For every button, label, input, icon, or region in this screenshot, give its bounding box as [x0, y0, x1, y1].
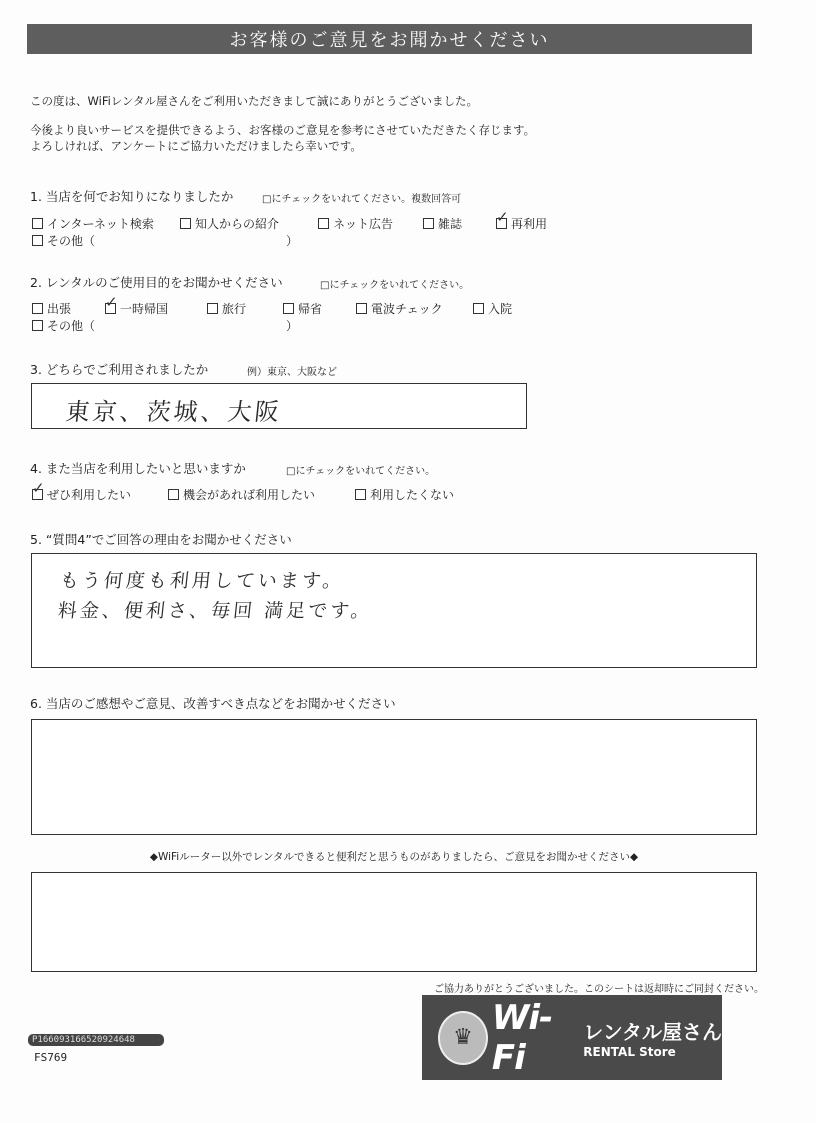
q7-answer-field[interactable] — [31, 872, 757, 972]
option-label: 利用したくない — [370, 488, 455, 502]
logo-wifi-text: Wi-Fi — [491, 997, 553, 1078]
checkbox-checked[interactable] — [496, 208, 509, 229]
option-label: 入院 — [488, 302, 513, 316]
intro-line-1: この度は、WiFiレンタル屋さんをご利用いただきまして誠にありがとうございました。 — [30, 94, 479, 108]
option-label: 雑誌 — [438, 217, 463, 231]
q2-option-homecoming[interactable] — [105, 293, 169, 317]
intro-line-2: 今後より良いサービスを提供できるよう、お客様のご意見を参考にさせていただきたく存じます。 — [30, 123, 536, 137]
option-label: 出張 — [47, 302, 72, 316]
q1-option-search[interactable] — [32, 215, 154, 232]
option-label: 電波チェック — [371, 302, 443, 316]
logo-name-en: RENTAL Store — [583, 1045, 676, 1059]
q5-answer-field[interactable] — [31, 553, 757, 668]
q2-option-visit-home[interactable] — [283, 300, 322, 317]
q5-answer-line-1: もう何度も利用しています。 — [58, 570, 346, 592]
option-label: ネット広告 — [333, 217, 394, 231]
q4-note: □にチェックをいれてください。 — [286, 466, 436, 477]
checkbox[interactable] — [32, 235, 43, 246]
option-label: その他（ — [47, 234, 96, 248]
q5-answer-line-2: 料金、便利さ、毎回 満足です。 — [56, 600, 374, 622]
q2-option-other[interactable] — [32, 317, 95, 334]
q7-title: ◆WiFiルーター以外でレンタルできると便利だと思うものがありましたら、ご意見をお聞かせください◆ — [149, 851, 639, 863]
q2-title: 2. レンタルのご使用目的をお聞かせください — [30, 275, 283, 290]
q3-title: 3. どちらでご利用されましたか — [30, 362, 209, 377]
checkbox[interactable] — [356, 303, 367, 314]
q4-option-maybe[interactable] — [168, 486, 315, 503]
q6-answer-field[interactable] — [31, 719, 757, 835]
q4-option-no[interactable] — [355, 486, 454, 503]
q2-option-hospital[interactable] — [473, 300, 512, 317]
option-label: 知人からの紹介 — [195, 217, 280, 231]
check-mark-icon: ✓ — [105, 293, 118, 311]
form-code: FS769 — [34, 1051, 68, 1064]
q3-answer-field[interactable] — [31, 383, 527, 429]
q2-option-travel[interactable] — [207, 300, 246, 317]
q1-option-ad[interactable] — [318, 215, 393, 232]
q2-option-signal-check[interactable] — [356, 300, 443, 317]
q2-option-business[interactable] — [32, 300, 71, 317]
checkbox[interactable] — [283, 303, 294, 314]
option-label: 機会があれば利用したい — [183, 488, 316, 502]
checkbox[interactable] — [168, 489, 179, 500]
checkbox[interactable] — [32, 218, 43, 229]
check-mark-icon: ✓ — [32, 479, 45, 497]
q2-note: □にチェックをいれてください。 — [320, 280, 470, 291]
checkbox[interactable] — [318, 218, 329, 229]
checkbox[interactable] — [473, 303, 484, 314]
option-label: 旅行 — [222, 302, 247, 316]
checkbox[interactable] — [32, 303, 43, 314]
q1-option-reuse[interactable] — [496, 208, 548, 232]
q1-title: 1. 当店を何でお知りになりましたか — [30, 189, 234, 204]
checkbox[interactable] — [207, 303, 218, 314]
q4-option-definitely[interactable] — [32, 479, 132, 503]
checkbox-checked[interactable] — [32, 479, 45, 500]
q1-note: □にチェックをいれてください。複数回答可 — [262, 194, 462, 205]
brand-logo — [422, 995, 722, 1080]
q1-option-referral[interactable] — [180, 215, 279, 232]
logo-name-ja: レンタル屋さん — [583, 1020, 722, 1044]
check-mark-icon: ✓ — [496, 208, 509, 226]
barcode-label: P166093166520924648 — [28, 1034, 164, 1046]
option-label: 帰省 — [298, 302, 323, 316]
option-label: その他（ — [47, 319, 96, 333]
q3-note: 例）東京、大阪など — [247, 367, 337, 378]
q1-option-magazine[interactable] — [423, 215, 462, 232]
q1-option-other[interactable] — [32, 232, 95, 249]
q2-close-paren: ） — [286, 319, 299, 333]
q4-title: 4. また当店を利用したいと思いますか — [30, 461, 246, 476]
option-label: 再利用 — [511, 217, 548, 231]
option-label: 一時帰国 — [120, 302, 169, 316]
checkbox[interactable] — [32, 320, 43, 331]
checkbox[interactable] — [180, 218, 191, 229]
page-title: お客様のご意見をお聞かせください — [27, 24, 752, 54]
crown-mascot-icon: ♛ — [438, 1011, 488, 1065]
q6-title: 6. 当店のご感想やご意見、改善すべき点などをお聞かせください — [30, 696, 396, 711]
option-label: ぜひ利用したい — [47, 488, 132, 502]
footer-thanks: ご協力ありがとうございました。このシートは返却時にご同封ください。 — [434, 984, 764, 995]
checkbox-checked[interactable] — [105, 293, 118, 314]
intro-line-3: よろしければ、アンケートにご協力いただけましたら幸いです。 — [30, 139, 362, 153]
checkbox[interactable] — [423, 218, 434, 229]
checkbox[interactable] — [355, 489, 366, 500]
option-label: インターネット検索 — [47, 217, 154, 231]
q1-close-paren: ） — [286, 234, 299, 248]
q3-answer-text: 東京、茨城、大阪 — [64, 398, 284, 426]
q5-title: 5. “質問4”でご回答の理由をお聞かせください — [30, 532, 292, 547]
